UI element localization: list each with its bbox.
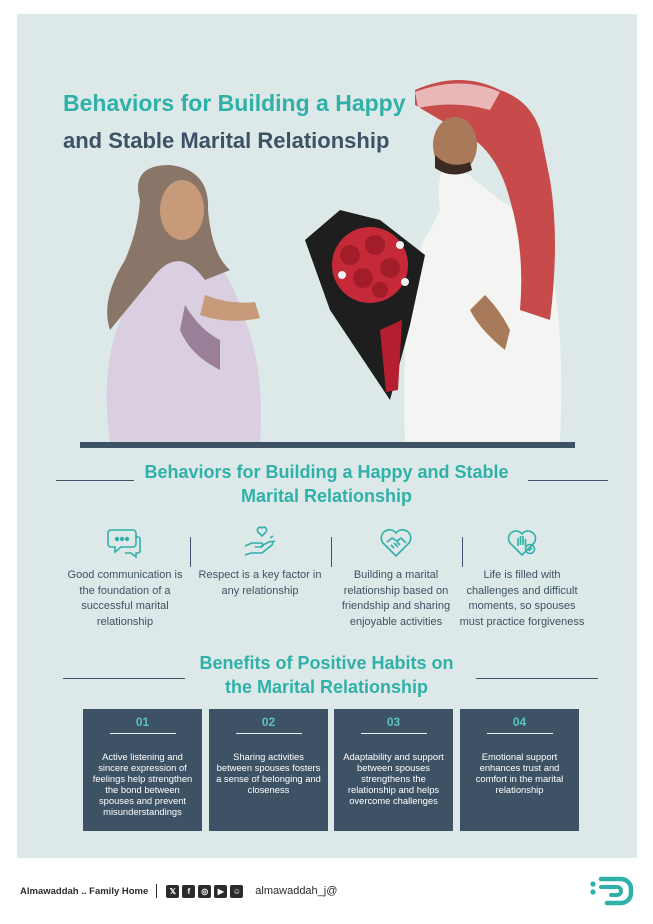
heart-shield-icon bbox=[504, 524, 540, 560]
youtube-icon[interactable]: ▶ bbox=[214, 885, 227, 898]
benefit-number-underline bbox=[487, 733, 553, 734]
behavior-item bbox=[60, 524, 190, 630]
footer bbox=[20, 882, 337, 900]
heart-hand-icon bbox=[242, 524, 278, 560]
chat-bubbles-icon bbox=[107, 524, 143, 560]
footer-brand: Almawaddah .. Family Home bbox=[20, 885, 149, 897]
hero-title-line2: and Stable Marital Relationship bbox=[63, 128, 390, 153]
benefit-text: Adaptability and support between spouses strengthens the relationship and helps overcome challenges bbox=[343, 751, 444, 806]
hero-divider-bar bbox=[80, 442, 575, 448]
benefit-number-underline bbox=[361, 733, 427, 734]
behavior-text: Life is filled with challenges and difficult moments, so spouses must practice forgiveness bbox=[459, 569, 585, 628]
benefit-card bbox=[209, 709, 328, 831]
almawaddah-logo bbox=[589, 875, 637, 907]
facebook-icon[interactable]: f bbox=[182, 885, 195, 898]
behaviors-title-line2: Marital Relationship bbox=[240, 486, 413, 506]
footer-separator bbox=[156, 884, 157, 898]
behavior-text: Good communication is the foundation of a successful marital relationship bbox=[67, 569, 183, 628]
benefit-text: Sharing activities between spouses fosters a sense of belonging and closeness bbox=[216, 751, 321, 795]
behavior-text: Building a marital relationship based on friendship and sharing enjoyable activities bbox=[341, 569, 451, 628]
instagram-icon[interactable]: ◎ bbox=[198, 885, 211, 898]
behavior-item bbox=[195, 524, 325, 599]
benefits-title-line1: Benefits of Positive Habits on bbox=[199, 653, 454, 673]
benefits-title-line2: the Marital Relationship bbox=[224, 677, 429, 697]
benefit-text: Active listening and sincere expression of feelings help strengthen the bond between spouses and prevent misunderstandings bbox=[92, 751, 193, 817]
behavior-separator bbox=[190, 537, 191, 567]
footer-handle[interactable]: almawaddah_j@ bbox=[255, 885, 338, 897]
snapchat-icon[interactable]: ☺ bbox=[230, 885, 243, 898]
behavior-item bbox=[457, 524, 587, 630]
benefit-text: Emotional support enhances trust and comfort in the marital relationship bbox=[475, 751, 564, 795]
behavior-item bbox=[331, 524, 461, 630]
benefit-number: 02 bbox=[261, 715, 276, 729]
behaviors-title-line1: Behaviors for Building a Happy and Stable bbox=[144, 462, 509, 482]
woman-figure bbox=[107, 165, 261, 442]
benefit-card bbox=[460, 709, 579, 831]
benefit-number-underline bbox=[110, 733, 176, 734]
handshake-heart-icon bbox=[378, 524, 414, 560]
benefit-number: 04 bbox=[512, 715, 527, 729]
behaviors-title bbox=[0, 460, 653, 508]
benefit-card bbox=[334, 709, 453, 831]
benefit-number-underline bbox=[236, 733, 302, 734]
benefits-title bbox=[0, 651, 653, 699]
hero-title bbox=[63, 88, 443, 156]
hero-title-line1: Behaviors for Building a Happy bbox=[63, 90, 406, 116]
benefit-number: 01 bbox=[135, 715, 150, 729]
benefit-card bbox=[83, 709, 202, 831]
behavior-text: Respect is a key factor in any relationship bbox=[198, 569, 322, 597]
x-icon[interactable]: 𝕏 bbox=[166, 885, 179, 898]
benefit-number: 03 bbox=[386, 715, 401, 729]
